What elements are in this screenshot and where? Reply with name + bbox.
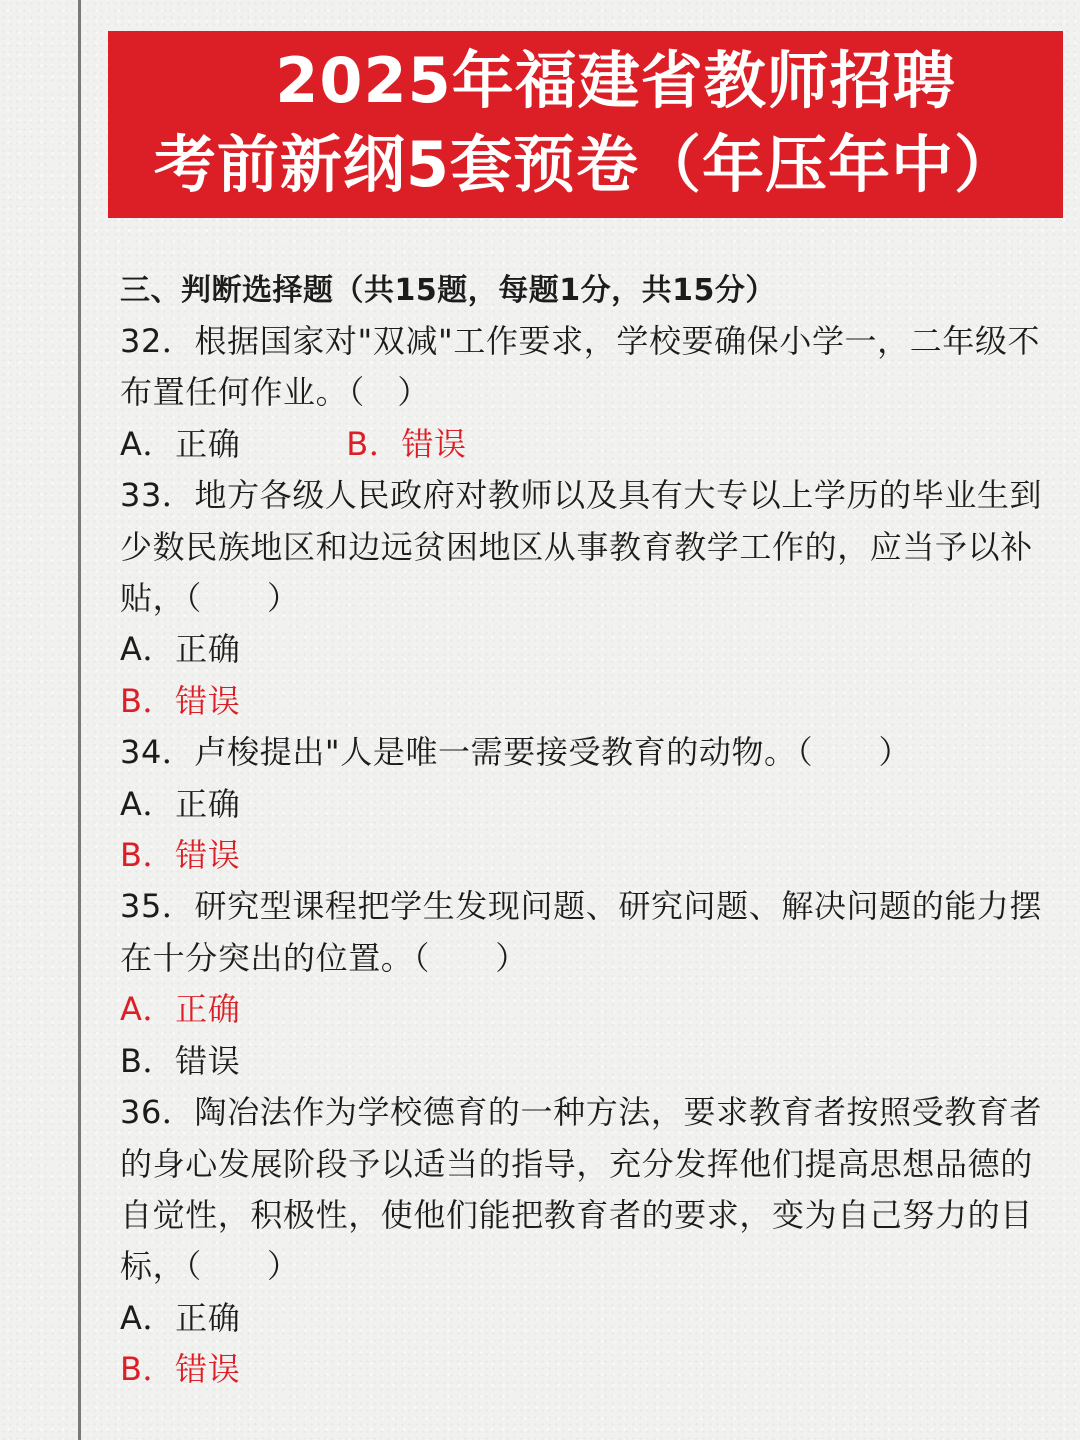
- question-33: [120, 470, 1045, 727]
- banner-title-line1: 2025年福建省教师招聘: [275, 44, 956, 117]
- question-text: 33．地方各级人民政府对教师以及具有大专以上学历的毕业生到少数民族地区和边远贫困地区从事教育教学工作的，应当予以补贴，（ ）: [120, 476, 1043, 618]
- option-b: B．错误: [120, 1041, 241, 1080]
- title-banner: [108, 31, 1063, 218]
- question-32: [120, 316, 1045, 470]
- option-b-correct-answer: B．错误: [120, 836, 241, 875]
- option-b-correct-answer: B．错误: [346, 424, 467, 463]
- question-35: [120, 881, 1045, 1087]
- option-a-correct-answer: A．正确: [120, 990, 241, 1029]
- exam-content: [120, 266, 1045, 1396]
- option-b-correct-answer: B．错误: [120, 681, 241, 720]
- option-a: A．正确: [120, 1298, 241, 1337]
- option-b-correct-answer: B．错误: [120, 1350, 241, 1389]
- options-row: [120, 419, 1045, 470]
- option-a: A．正确: [120, 784, 241, 823]
- question-text: 36．陶冶法作为学校德育的一种方法，要求教育者按照受教育者的身心发展阶段予以适当的指导，充分发挥他们提高思想品德的自觉性，积极性，使他们能把教育者的要求，变为自己努力的目标，（ ）: [120, 1093, 1043, 1286]
- section-heading: 三、判断选择题（共15题，每题1分，共15分）: [120, 273, 776, 308]
- option-a: A．正确: [120, 424, 241, 463]
- question-text: 34．卢梭提出"人是唯一需要接受教育的动物。（ ）: [120, 733, 912, 772]
- question-text: 35．研究型课程把学生发现问题、研究问题、解决问题的能力摆在十分突出的位置。（ ）: [120, 887, 1043, 977]
- question-36: [120, 1087, 1045, 1395]
- question-34: [120, 727, 1045, 881]
- page-margin-line: [78, 0, 81, 1440]
- banner-title-line2: 考前新纲5套预卷（年压年中）: [153, 128, 1018, 201]
- question-text: 32．根据国家对"双减"工作要求，学校要确保小学一，二年级不布置任何作业。（ ）: [120, 322, 1041, 412]
- option-a: A．正确: [120, 630, 241, 669]
